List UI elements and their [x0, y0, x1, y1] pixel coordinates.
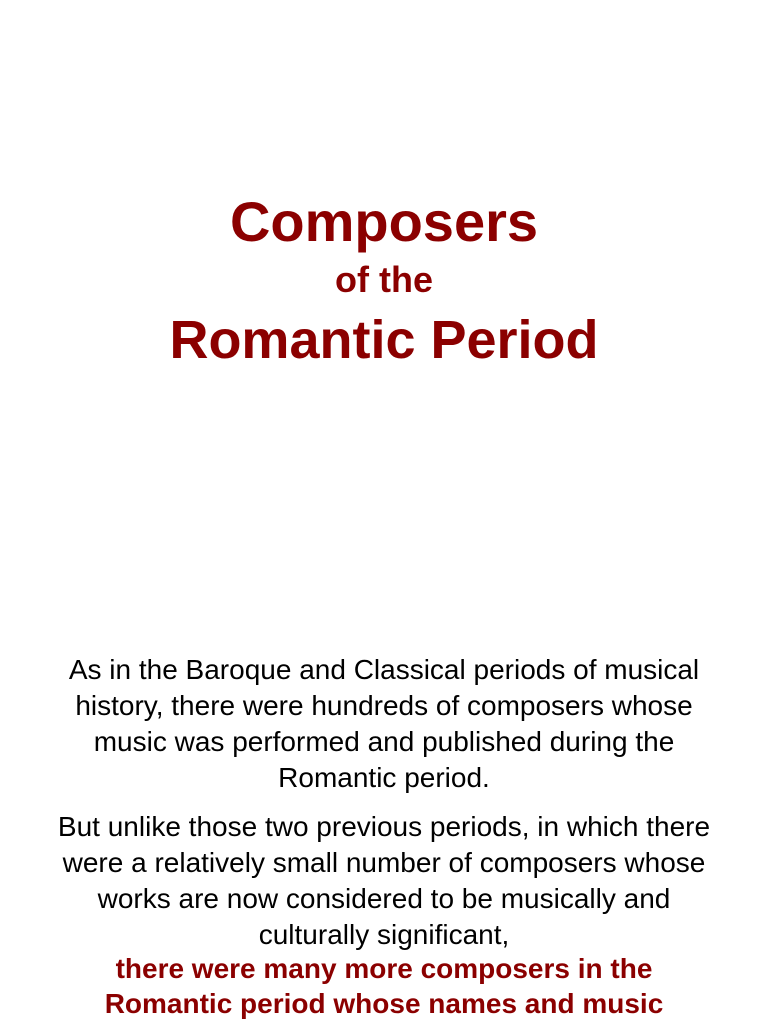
contrast-paragraph: But unlike those two previous periods, in which there were a relatively small number of composers whose works are now considered to be musically and culturally significant,: [57, 811, 711, 950]
page-subtitle: of the: [335, 259, 433, 300]
highlight-line-2: Romantic period whose names and music: [104, 988, 664, 1019]
highlight-text: [40, 951, 728, 1021]
page-title: Composers: [229, 190, 539, 253]
highlight-line-1: there were many more composers in the: [115, 953, 653, 984]
period-title: Romantic Period: [169, 310, 599, 370]
intro-paragraph: As in the Baroque and Classical periods of musical history, there were hundreds of composers whose music was performed and published during the Romantic period.: [68, 654, 700, 793]
